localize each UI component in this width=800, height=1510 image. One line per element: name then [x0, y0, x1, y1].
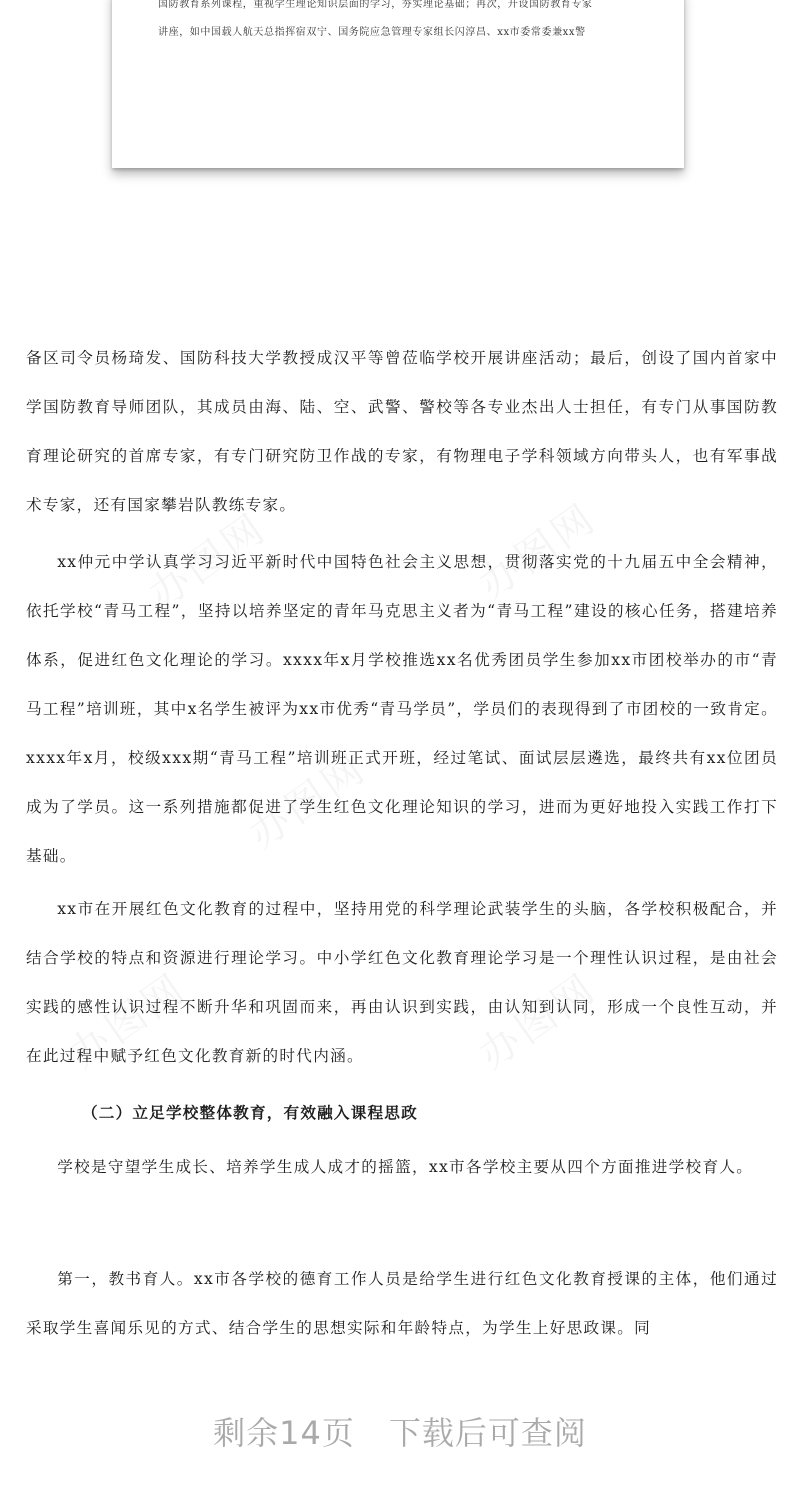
- preview-line-1: 国防教育系列课程，重视学生理论知识层面的学习，夯实理论基础；再次，开设国防教育专家: [158, 0, 593, 10]
- body-paragraph-5: 第一，教书育人。xx市各学校的德育工作人员是给学生进行红色文化教育授课的主体，他们通过采取学生喜闻乐见的方式、结合学生的思想实际和年龄特点，为学生上好思政课。同: [26, 1270, 778, 1337]
- preview-line-2: 讲座，如中国载人航天总指挥宿双宁、国务院应急管理专家组长闪淳昌、xx市委常委兼xx警: [158, 27, 586, 38]
- body-paragraph-2: xx仲元中学认真学习习近平新时代中国特色社会主义思想，贯彻落实党的十九届五中全会精神，依托学校“青马工程”，坚持以培养坚定的青年马克思主义者为“青马工程”建设的核心任务，搭建培养体系，促进红色文化理论的学习。xxxx年x月学校推选xx名优秀团员学生参加xx市团校举办的市“青马工程”培训班，其中x名学生被评为xx市优秀“青马学员”，学员们的表现得到了市团校的一致肯定。xxxx年x月，校级xxx期“青马工程”培训班正式开班，经过笔试、面试层层遴选，最终共有xx位团员成为了学员。这一系列措施都促进了学生红色文化理论知识的学习，进而为更好地投入实践工作打下基础。: [26, 553, 778, 865]
- remaining-pages-banner[interactable]: [0, 1408, 800, 1454]
- download-to-view-text: 下载后可查阅: [388, 1414, 587, 1452]
- remaining-pages-count: 剩余14页: [213, 1414, 355, 1452]
- body-paragraph-4: 学校是守望学生成长、培养学生成人成才的摇篮，xx市各学校主要从四个方面推进学校育人。: [57, 1158, 754, 1176]
- body-paragraph-3: xx市在开展红色文化教育的过程中，坚持用党的科学理论武装学生的头脑，各学校积极配合，并结合学校的特点和资源进行理论学习。中小学红色文化教育理论学习是一个理性认识过程，是由社会实践的感性认识过程不断升华和巩固而来，再由认识到实践，由认知到认同，形成一个良性互动，并在此过程中赋予红色文化教育新的时代内涵。: [26, 900, 778, 1065]
- section-heading: （二）立足学校整体教育，有效融入课程思政: [82, 1103, 418, 1122]
- body-paragraph-1: 备区司令员杨琦发、国防科技大学教授成汉平等曾莅临学校开展讲座活动；最后，创设了国内首家中学国防教育导师团队，其成员由海、陆、空、武警、警校等各专业杰出人士担任，有专门从事国防教育理论研究的首席专家，有专门研究防卫作战的专家，有物理电子学科领域方向带头人，也有军事战术专家，还有国家攀岩队教练专家。: [26, 349, 778, 514]
- previous-page-preview: [112, 0, 684, 168]
